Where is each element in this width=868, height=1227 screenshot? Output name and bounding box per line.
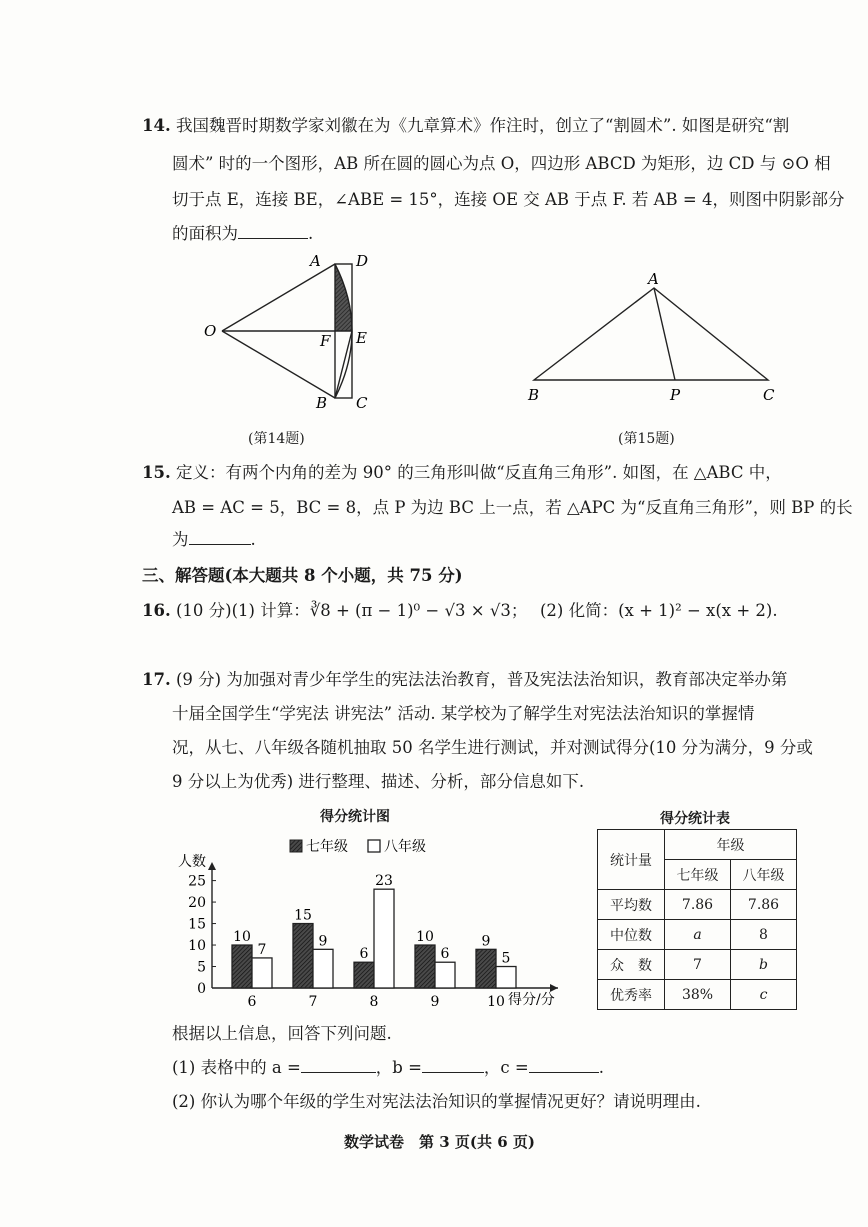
bar-grade7 (476, 949, 496, 988)
bar-grade7 (293, 924, 313, 988)
y-tick-label: 15 (188, 916, 206, 933)
q15-line3 (172, 528, 256, 551)
q14-text1: 我国魏晋时期数学家刘徽在为《九章算术》作注时，创立了“割圆术”. 如图是研究“割 (175, 116, 790, 135)
bar-value-label: 23 (375, 873, 393, 890)
q17-number: 17. (142, 670, 171, 689)
answer-blank-c[interactable] (529, 1056, 599, 1073)
q14-label-B: B (316, 394, 328, 412)
q14-label-F: F (320, 332, 331, 350)
section-3-heading: 三、解答题(本大题共 8 个小题，共 75 分) (142, 566, 463, 585)
table-row (598, 980, 797, 1010)
q15-figure (520, 270, 790, 410)
q16-part2: (2) 化简：(x + 1)² − x(x + 2). (540, 601, 778, 620)
q14-number: 14. (142, 116, 171, 135)
table-row (598, 920, 797, 950)
y-tick-label: 5 (197, 959, 206, 976)
x-tick-label: 6 (247, 994, 257, 1010)
q14-label-C: C (356, 394, 368, 412)
q15-label-P: P (670, 386, 681, 404)
cell: 7.86 (665, 890, 731, 920)
q14-shaded-region (335, 264, 352, 331)
q15-label-B: B (528, 386, 540, 404)
q17-sub1-a: (1) 表格中的 a = (172, 1058, 301, 1077)
q14-caption: (第14题) (248, 431, 305, 447)
row-label: 优秀率 (598, 980, 665, 1010)
bar-value-label: 5 (501, 950, 511, 967)
bar-value-label: 10 (233, 929, 251, 946)
q14-line2: 圆术” 时的一个图形，AB 所在圆的圆心为点 O，四边形 ABCD 为矩形，边 CD 与 ⊙O 相 (172, 154, 831, 173)
q15-line1 (142, 462, 782, 484)
q17-after: 根据以上信息，回答下列问题. (172, 1024, 392, 1043)
q15-label-C: C (763, 386, 775, 404)
y-tick-label: 25 (188, 873, 206, 890)
x-tick-label: 10 (487, 994, 505, 1010)
bar-value-label: 10 (416, 929, 434, 946)
q15-line2: AB = AC = 5，BC = 8，点 P 为边 BC 上一点，若 △APC 为“反直角三角形”，则 BP 的长 (172, 498, 853, 517)
chart-title: 得分统计图 (320, 809, 390, 825)
bar-grade8 (496, 967, 516, 988)
q16-line (142, 600, 527, 622)
bar-value-label: 9 (481, 933, 491, 950)
bar-grade7 (232, 945, 252, 988)
q17-sub1-c: ，c = (483, 1058, 529, 1077)
q17-sub1-b: ，b = (375, 1058, 422, 1077)
table-header-left: 统计量 (598, 830, 665, 890)
q16-part1: (10 分)(1) 计算：∛8 + (π − 1)⁰ − √3 × √3； (175, 601, 528, 620)
row-label: 平均数 (598, 890, 665, 920)
table-header-col2: 八年级 (731, 860, 797, 890)
bar-value-label: 6 (440, 946, 450, 963)
q17-line1 (142, 669, 787, 691)
bar-grade8 (374, 889, 394, 988)
q17-line4: 9 分以上为优秀) 进行整理、描述、分析，部分信息如下. (172, 772, 585, 791)
x-axis-arrow (550, 984, 558, 992)
score-bar-chart (150, 828, 580, 1023)
q15-number: 15. (142, 463, 171, 482)
x-tick-label: 8 (369, 994, 379, 1010)
table-row (598, 890, 797, 920)
chart-ylabel: 人数 (178, 854, 206, 870)
q16-number: 16. (142, 601, 171, 620)
q15-text3: 为 (172, 530, 189, 549)
q14-figure (190, 248, 390, 418)
chart-xlabel: 得分/分 (508, 992, 555, 1008)
q14-label-O: O (204, 322, 217, 340)
q17-line3: 况，从七、八年级各随机抽取 50 名学生进行测试，并对测试得分(10 分为满分，9 分或 (172, 738, 813, 757)
page-footer: 数学试卷 第 3 页(共 6 页) (344, 1133, 535, 1151)
answer-blank-b[interactable] (422, 1056, 484, 1073)
cell: 38% (665, 980, 731, 1010)
q14-period: . (308, 224, 314, 243)
q14-text4: 的面积为 (172, 224, 238, 243)
cell: b (731, 950, 797, 980)
q14-line4 (172, 222, 313, 245)
q14-label-E: E (356, 329, 367, 347)
legend-label-grade8: 八年级 (384, 839, 426, 855)
q14-line3: 切于点 E，连接 BE，∠ABE = 15°，连接 OE 交 AB 于点 F. 若 AB = 4，则图中阴影部分 (172, 190, 845, 209)
legend-swatch-grade7 (290, 840, 302, 852)
cell: 7.86 (731, 890, 797, 920)
answer-blank-a[interactable] (301, 1056, 376, 1073)
bar-value-label: 6 (359, 946, 369, 963)
q15-text1: 定义：有两个内角的差为 90° 的三角形叫做“反直角三角形”. 如图，在 △ABC 中， (175, 463, 782, 482)
row-label: 中位数 (598, 920, 665, 950)
q14-label-A: A (310, 252, 321, 270)
q17-sub1-end: . (598, 1058, 604, 1077)
bar-grade8 (252, 958, 272, 988)
table-row (598, 950, 797, 980)
q15-period: . (250, 530, 256, 549)
q17-line2: 十届全国学生“学宪法 讲宪法” 活动. 某学校为了解学生对宪法法治知识的掌握情 (172, 704, 755, 723)
cell: a (665, 920, 731, 950)
bar-value-label: 15 (294, 907, 312, 924)
cell: 7 (665, 950, 731, 980)
q15-answer-blank[interactable] (189, 528, 251, 545)
table-header-col1: 七年级 (665, 860, 731, 890)
bar-grade7 (354, 962, 374, 988)
row-label: 众 数 (598, 950, 665, 980)
q14-line1 (142, 115, 789, 137)
stats-table (597, 829, 797, 1010)
q17-sub1 (172, 1056, 604, 1079)
y-tick-label: 0 (197, 981, 206, 997)
bar-value-label: 9 (318, 933, 328, 950)
x-tick-label: 7 (308, 994, 318, 1010)
legend-label-grade7: 七年级 (306, 839, 348, 855)
q14-label-D: D (356, 252, 369, 270)
cell: c (731, 980, 797, 1010)
bar-value-label: 7 (257, 941, 267, 958)
bar-grade8 (435, 962, 455, 988)
legend-swatch-grade8 (368, 840, 380, 852)
q17-sub2: (2) 你认为哪个年级的学生对宪法法治知识的掌握情况更好？请说明理由. (172, 1092, 701, 1111)
q15-label-A: A (648, 270, 659, 288)
y-tick-label: 10 (188, 938, 206, 955)
x-tick-label: 9 (430, 994, 440, 1010)
chart-legend (290, 838, 426, 855)
bar-grade7 (415, 945, 435, 988)
q15-caption: (第15题) (618, 431, 675, 447)
y-axis-arrow (208, 862, 216, 870)
y-tick-label: 20 (188, 895, 206, 912)
cell: 8 (731, 920, 797, 950)
bar-grade8 (313, 949, 333, 988)
q14-answer-blank[interactable] (238, 222, 308, 239)
table-header-group: 年级 (665, 830, 797, 860)
table-title: 得分统计表 (660, 811, 730, 827)
q17-text1: (9 分) 为加强对青少年学生的宪法法治教育，普及宪法法治知识，教育部决定举办第 (175, 670, 788, 689)
